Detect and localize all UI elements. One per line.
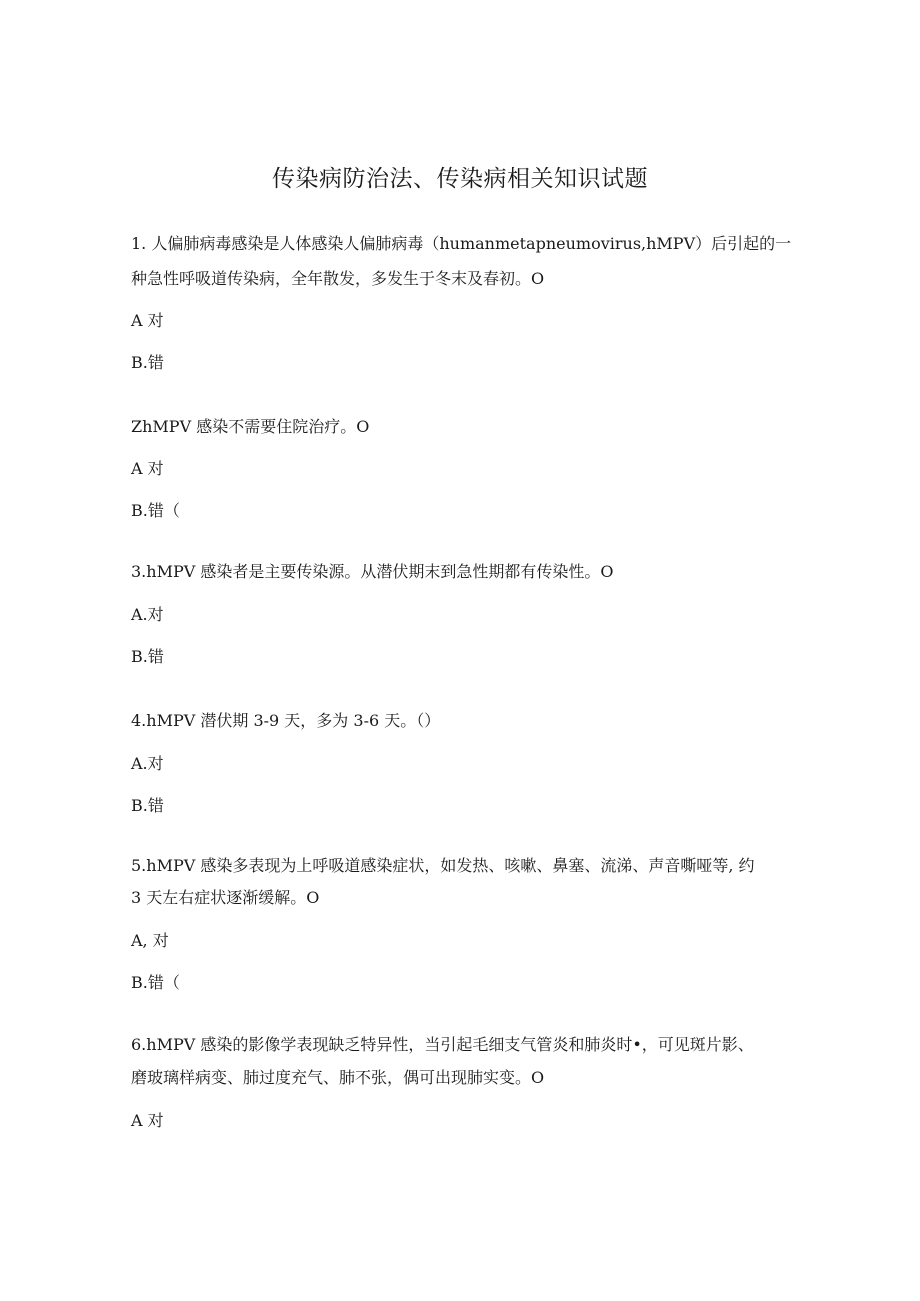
question-5-option-a: A, 对 xyxy=(131,931,169,950)
question-6-line-1: 6.hMPV 感染的影像学表现缺乏特异性，当引起毛细支气管炎和肺炎时•，可见斑片影、 xyxy=(131,1035,754,1054)
question-2-line-1: ZhMPV 感染不需要住院治疗。O xyxy=(131,417,370,436)
question-1-line-2: 种急性呼吸道传染病，全年散发，多发生于冬末及春初。O xyxy=(131,269,545,288)
question-5-option-b: B.错（ xyxy=(131,973,180,992)
question-4-option-a: A.对 xyxy=(131,754,164,773)
question-5-line-1: 5.hMPV 感染多表现为上呼吸道感染症状，如发热、咳嗽、鼻塞、流涕、声音嘶哑等, 约 xyxy=(131,856,755,875)
question-3-line-1: 3.hMPV 感染者是主要传染源。从潜伏期末到急性期都有传染性。O xyxy=(131,562,614,581)
question-1-line-1: 1. 人偏肺病毒感染是人体感染人偏肺病毒（humanmetapneumovirus,hMPV）后引起的一 xyxy=(131,234,792,253)
question-2-option-b: B.错（ xyxy=(131,501,180,520)
question-4-line-1: 4.hMPV 潜伏期 3-9 天，多为 3-6 天。（） xyxy=(131,711,441,730)
question-4-option-b: B.错 xyxy=(131,796,164,815)
question-3-option-a: A.对 xyxy=(131,605,164,624)
question-2-option-a: A 对 xyxy=(131,459,164,478)
question-5-line-2: 3 天左右症状逐渐缓解。O xyxy=(131,888,320,907)
document-title: 传染病防治法、传染病相关知识试题 xyxy=(272,166,648,192)
question-6-option-a: A 对 xyxy=(131,1111,164,1130)
question-1-option-b: B.错 xyxy=(131,353,164,372)
question-3-option-b: B.错 xyxy=(131,647,164,666)
question-1-option-a: A 对 xyxy=(131,311,164,330)
question-6-line-2: 磨玻璃样病变、肺过度充气、肺不张，偶可出现肺实变。O xyxy=(131,1068,545,1087)
